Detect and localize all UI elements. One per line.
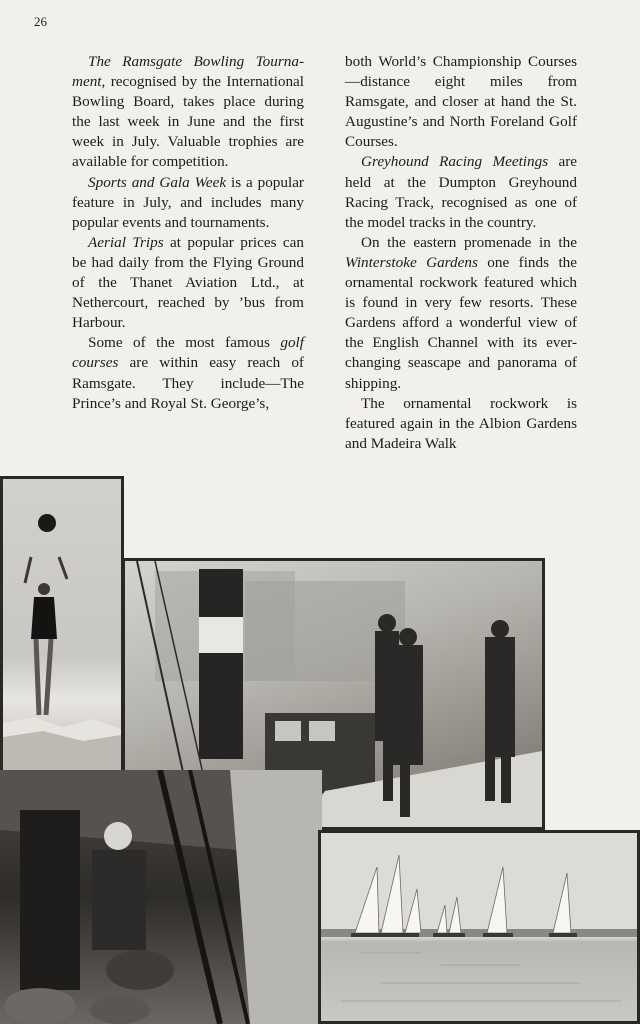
golf-text: are within easy reach of Ramsgate. They include—The Prince’s and Royal St. George’s,: [72, 354, 304, 412]
bowling-heading: The Ramsgate Bowling Tournament: [72, 53, 304, 91]
aerial-text: at popular prices can be had daily from the Flying Ground of the Thanet Aviation Ltd., at Nethercourt, reached by ’bus from Harbour.: [72, 233, 304, 332]
sports-text: is a popular feature in July, and includes many popular events and tournaments.: [72, 173, 304, 231]
greyhound-text: are held at the Dumpton Greyhound Racing Track, recognised as one of the model tracks in the country.: [345, 153, 577, 231]
rockwork-text: The ornamental rockwork is featured again in the Albion Gardens and Madeira Walk: [345, 394, 577, 452]
gardens-text: one finds the ornamental rockwork featured which is found in very few resorts. These Gardens afford a wonderful view of the English Channel with its ever-changing seascape and panorama of shipping.: [345, 253, 577, 392]
golf-continued-paragraph: [345, 52, 577, 152]
right-text-column: [345, 52, 577, 454]
rockwork-paragraph: [345, 394, 577, 454]
aerial-heading: Aerial Trips: [88, 233, 164, 251]
greyhound-heading: Greyhound Racing Meetings: [361, 153, 549, 171]
golf-paragraph: [72, 333, 304, 413]
page-number: 26: [34, 14, 47, 29]
bathing-girl-photo: [0, 476, 124, 776]
golf-continued-text: both World’s Championship Courses—distance eight miles from Ramsgate, and closer at hand the St. Augustine’s and North Foreland Golf Courses.: [345, 53, 577, 151]
boat-deck-photo: [0, 770, 322, 1024]
sports-paragraph: [72, 173, 304, 233]
yachts-illustration: [321, 833, 637, 1021]
bathing-girl-illustration: [3, 479, 121, 773]
bowling-text: , recognised by the International Bowling Board, takes place during the last week in June and the first week in July. Valuable trophies are available for competition.: [72, 73, 304, 171]
sailing-yachts-photo: [318, 830, 640, 1024]
boat-deck-illustration: [0, 770, 322, 1024]
bowling-paragraph: [72, 52, 304, 173]
greyhound-paragraph: [345, 152, 577, 232]
aerial-paragraph: [72, 233, 304, 333]
sports-heading: Sports and Gala Week: [88, 173, 227, 191]
golf-intro: Some of the most famous: [88, 334, 281, 352]
gardens-intro: On the eastern promenade in the: [361, 233, 577, 251]
gardens-heading: Winterstoke Gardens: [345, 253, 478, 271]
gardens-paragraph: [345, 233, 577, 394]
golf-heading: golf courses: [72, 334, 304, 372]
left-text-column: [72, 52, 304, 414]
